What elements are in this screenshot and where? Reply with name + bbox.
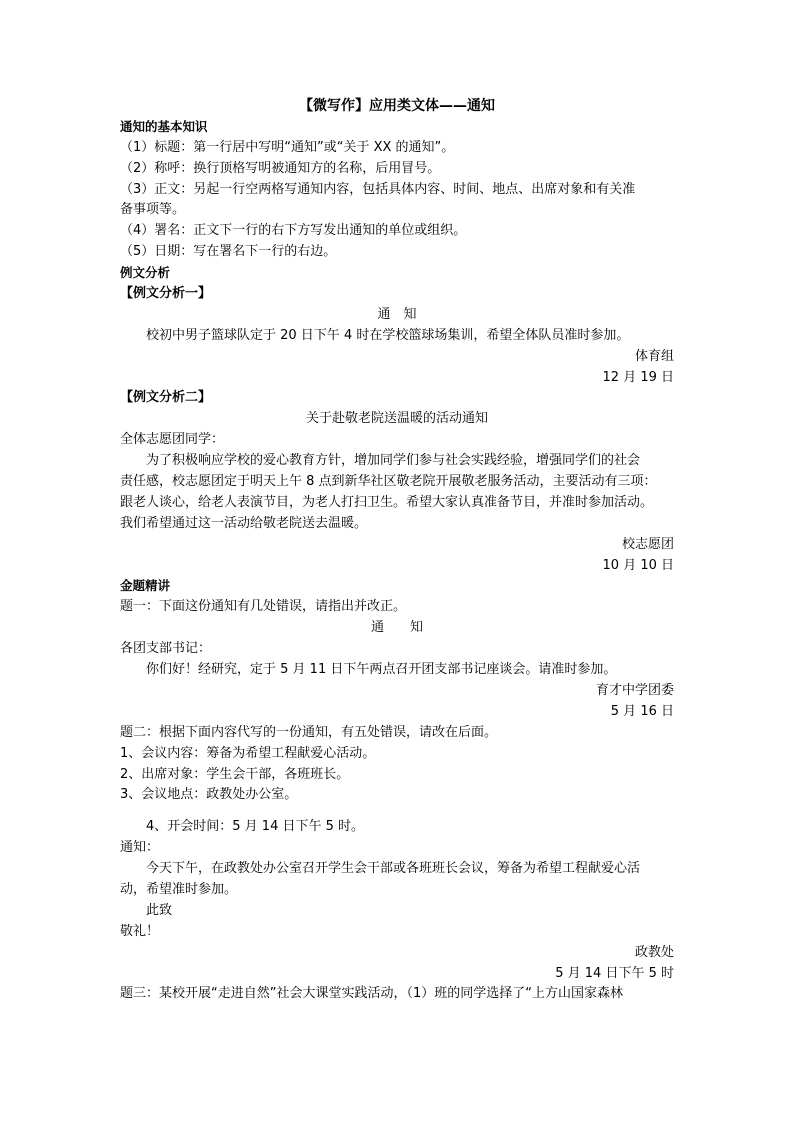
example2-title: 关于赴敬老院送温暖的活动通知	[305, 411, 488, 427]
q2-item: 3、会议地点：政教处办公室。	[120, 787, 298, 803]
basics-item: （3）正文：另起一行空两格写通知内容，包括具体内容、时间、地点、出席对象和有关准	[120, 181, 636, 197]
q2-body-line: 今天下午，在政教处办公室召开学生会干部或各班班长会议，筹备为希望工程献爱心活	[146, 861, 641, 877]
q2-item: 2、出席对象：学生会干部，各班班长。	[120, 766, 350, 782]
basics-item: （2）称呼：换行顶格写明被通知方的名称，后用冒号。	[120, 160, 441, 176]
document-title: 【微写作】应用类文体——通知	[299, 98, 495, 114]
example1-body: 校初中男子篮球队定于 20 日下午 4 时在学校篮球场集训，希望全体队员准时参加。	[146, 327, 630, 343]
basics-item: （5）日期：写在署名下一行的右边。	[120, 244, 337, 260]
example1-signer: 体育组	[634, 348, 674, 364]
q1-signer: 育才中学团委	[595, 682, 674, 698]
example1-date: 12 月 19 日	[602, 369, 674, 385]
example2-body-line: 我们希望通过这一活动给敬老院送去温暖。	[120, 515, 368, 531]
basics-item: 备事项等。	[120, 202, 186, 218]
q2-body-line: 动，希望准时参加。	[120, 881, 238, 897]
example1-label: 【例文分析一】	[120, 286, 212, 302]
q3-prompt: 题三：某校开展“走进自然”社会大课堂实践活动，（1）班的同学选择了“上方山国家森林	[120, 986, 623, 1002]
exercises-heading: 金题精讲	[120, 578, 171, 594]
q2-closing-1: 此致	[146, 902, 173, 918]
q2-item: 4、开会时间：5 月 14 日下午 5 时。	[146, 819, 365, 835]
q2-prompt: 题二：根据下面内容代写的一份通知，有五处错误，请改在后面。	[120, 724, 498, 740]
example2-body-line: 责任感，校志愿团定于明天上午 8 点到新华社区敬老院开展敬老服务活动，主要活动有三项：	[120, 474, 657, 490]
q1-body: 你们好！经研究，定于 5 月 11 日下午两点召开团支部书记座谈会。请准时参加。	[146, 662, 617, 678]
example2-body-line: 跟老人谈心，给老人表演节目，为老人打扫卫生。希望大家认真准备节目，并准时参加活动。	[120, 494, 654, 510]
basics-heading: 通知的基本知识	[120, 118, 208, 134]
examples-heading: 例文分析	[120, 265, 171, 281]
q2-date: 5 月 14 日下午 5 时	[555, 965, 674, 981]
q1-notice-title: 通 知	[370, 620, 423, 636]
example1-title: 通 知	[377, 306, 417, 322]
q1-date: 5 月 16 日	[610, 703, 674, 719]
blank-gap	[120, 806, 674, 817]
example2-signer: 校志愿团	[621, 536, 674, 552]
q1-salutation: 各团支部书记：	[120, 641, 212, 657]
q2-signer: 政教处	[634, 944, 674, 960]
example2-body-line: 为了积极响应学校的爱心教育方针，增加同学们参与社会实践经验，增强同学们的社会	[146, 453, 641, 469]
q1-prompt: 题一：下面这份通知有几处错误，请指出并改正。	[120, 599, 407, 615]
q2-item: 1、会议内容：筹备为希望工程献爱心活动。	[120, 745, 376, 761]
q2-notice-label: 通知：	[120, 840, 160, 856]
example2-date: 10 月 10 日	[602, 557, 674, 573]
example2-label: 【例文分析二】	[120, 390, 212, 406]
example2-salutation: 全体志愿团同学：	[120, 432, 225, 448]
basics-item: （1）标题：第一行居中写明“通知”或“关于 XX 的通知”。	[120, 139, 455, 155]
basics-item: （4）署名：正文下一行的右下方写发出通知的单位或组织。	[120, 223, 467, 239]
q2-closing-2: 敬礼！	[120, 923, 160, 939]
